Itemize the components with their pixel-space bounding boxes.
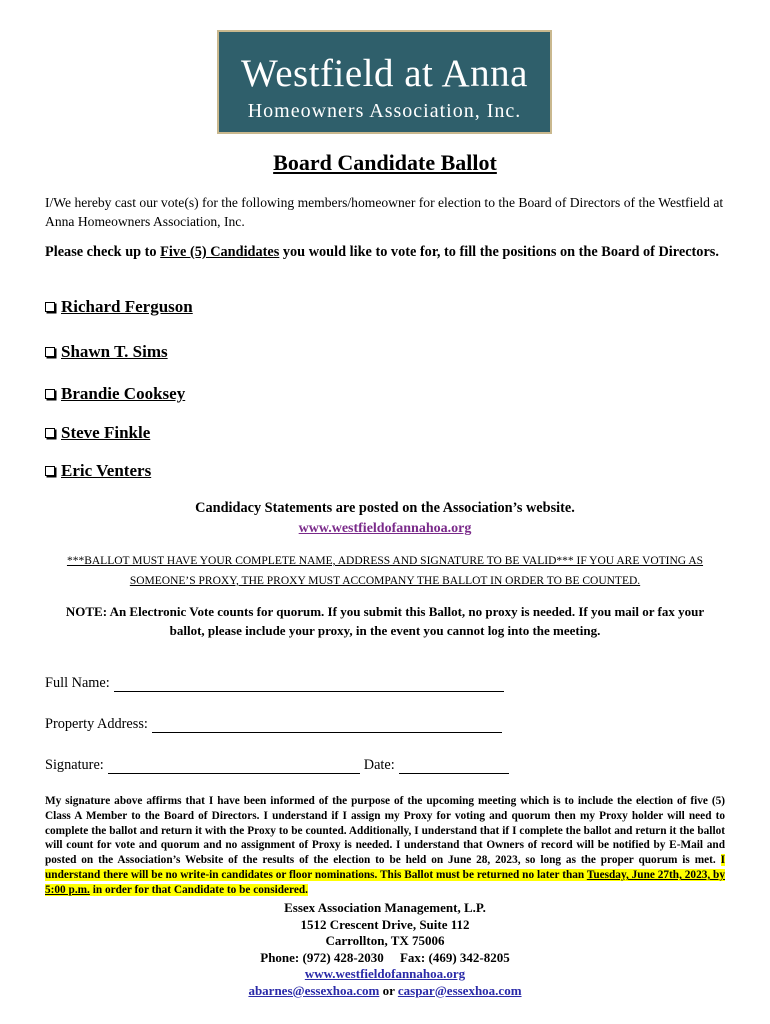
checkbox-icon[interactable] xyxy=(45,466,55,476)
full-name-line[interactable] xyxy=(114,677,504,692)
street-address: 1512 Crescent Drive, Suite 112 xyxy=(300,916,470,932)
email-link-2[interactable]: caspar@essexhoa.com xyxy=(397,982,522,998)
intro-paragraph: I/We hereby cast our vote(s) for the following members/homeowner for election to the Board of Directors of the Westfield at Anna Homeowners Association, Inc. xyxy=(45,195,724,229)
candidate-name: Eric Venters xyxy=(61,461,152,480)
date-label: Date: xyxy=(363,757,395,773)
instruction-post: you would like to vote for, to fill the positions on the Board of Directors. xyxy=(279,244,719,260)
logo-line-1: Westfield at Anna xyxy=(241,52,528,95)
deadline-date: Tuesday, June 27th, 2023, by 5:00 p.m. xyxy=(45,868,725,896)
checkbox-icon[interactable] xyxy=(45,428,55,438)
candidate-name: Brandie Cooksey xyxy=(61,384,186,403)
signature-field[interactable] xyxy=(45,757,509,774)
address-line[interactable] xyxy=(152,718,502,733)
candidate-option[interactable] xyxy=(45,297,193,317)
affirmation-paragraph xyxy=(45,794,725,898)
candidacy-statement-note: Candidacy Statements are posted on the Association’s website. xyxy=(195,500,575,516)
logo-line-2: Homeowners Association, Inc. xyxy=(247,100,522,122)
phone-fax: Phone: (972) 428-2030 Fax: (469) 342-8205 xyxy=(260,949,510,965)
address-label: Property Address: xyxy=(45,716,148,732)
email-line xyxy=(0,983,770,1000)
instruction-text xyxy=(45,243,725,261)
signature-label: Signature: xyxy=(45,757,104,773)
city-address: Carrollton, TX 75006 xyxy=(325,933,445,948)
full-name-label: Full Name: xyxy=(45,675,110,691)
candidate-option[interactable] xyxy=(45,423,150,443)
highlight-text-end: in order for that Candidate to be considered. xyxy=(89,883,308,896)
date-line[interactable] xyxy=(399,759,509,774)
candidate-name: Richard Ferguson xyxy=(61,297,193,316)
association-logo xyxy=(217,30,552,134)
signature-line[interactable] xyxy=(108,759,360,774)
email-link-1[interactable]: abarnes@essexhoa.com xyxy=(248,982,380,998)
email-separator: or xyxy=(379,982,398,998)
candidate-option[interactable] xyxy=(45,384,185,404)
validity-warning: ***BALLOT MUST HAVE YOUR COMPLETE NAME, ADDRESS AND SIGNATURE TO BE VALID*** IF YOU ARE VOTING AS SOMEONE’S PROXY, THE PROXY MUST ACCOMPANY THE BALLOT IN ORDER TO BE COUNTED. xyxy=(66,555,704,587)
checkbox-icon[interactable] xyxy=(45,389,55,399)
company-name: Essex Association Management, L.P. xyxy=(284,900,486,915)
website-link[interactable]: www.westfieldofannahoa.org xyxy=(298,521,472,536)
candidate-name: Shawn T. Sims xyxy=(61,342,168,361)
electronic-vote-note: NOTE: An Electronic Vote counts for quorum. If you submit this Ballot, no proxy is needed. If you mail or fax your ballot, please include your proxy, in the event you cannot log into the meeting. xyxy=(65,604,705,638)
candidate-option[interactable] xyxy=(45,461,151,481)
instruction-pre: Please check up to xyxy=(45,244,161,260)
checkbox-icon[interactable] xyxy=(45,347,55,357)
checkbox-icon[interactable] xyxy=(45,302,55,312)
candidate-name: Steve Finkle xyxy=(61,423,151,442)
page-title: Board Candidate Ballot xyxy=(273,150,497,175)
full-name-field[interactable] xyxy=(45,675,504,692)
address-field[interactable] xyxy=(45,716,502,733)
footer-contact xyxy=(0,900,770,999)
highlight-text: I understand there will be no write-in candidates or floor nominations. This Ballot must be returned no later than xyxy=(45,854,725,881)
candidate-option[interactable] xyxy=(45,342,168,362)
footer-website-link[interactable]: www.westfieldofannahoa.org xyxy=(304,966,466,981)
instruction-count: Five (5) Candidates xyxy=(160,244,280,260)
affirmation-text: My signature above affirms that I have been informed of the purpose of the upcoming meeting which is to include the election of five (5) Class A Member to the Board of Directors. I understand if I assign my Proxy for voting and quorum then my Proxy holder will need to complete the ballot and return it with the Proxy to be counted. Additionally, I understand that if I complete the ballot and return it the ballot will count for vote and quorum and no assignment of Proxy is needed. I understand that Owners of record will be notified by E-Mail and posted on the Association’s Website of the results of the election to be held on June 28, 2023, so long as the proper quorum is met. xyxy=(45,795,725,867)
